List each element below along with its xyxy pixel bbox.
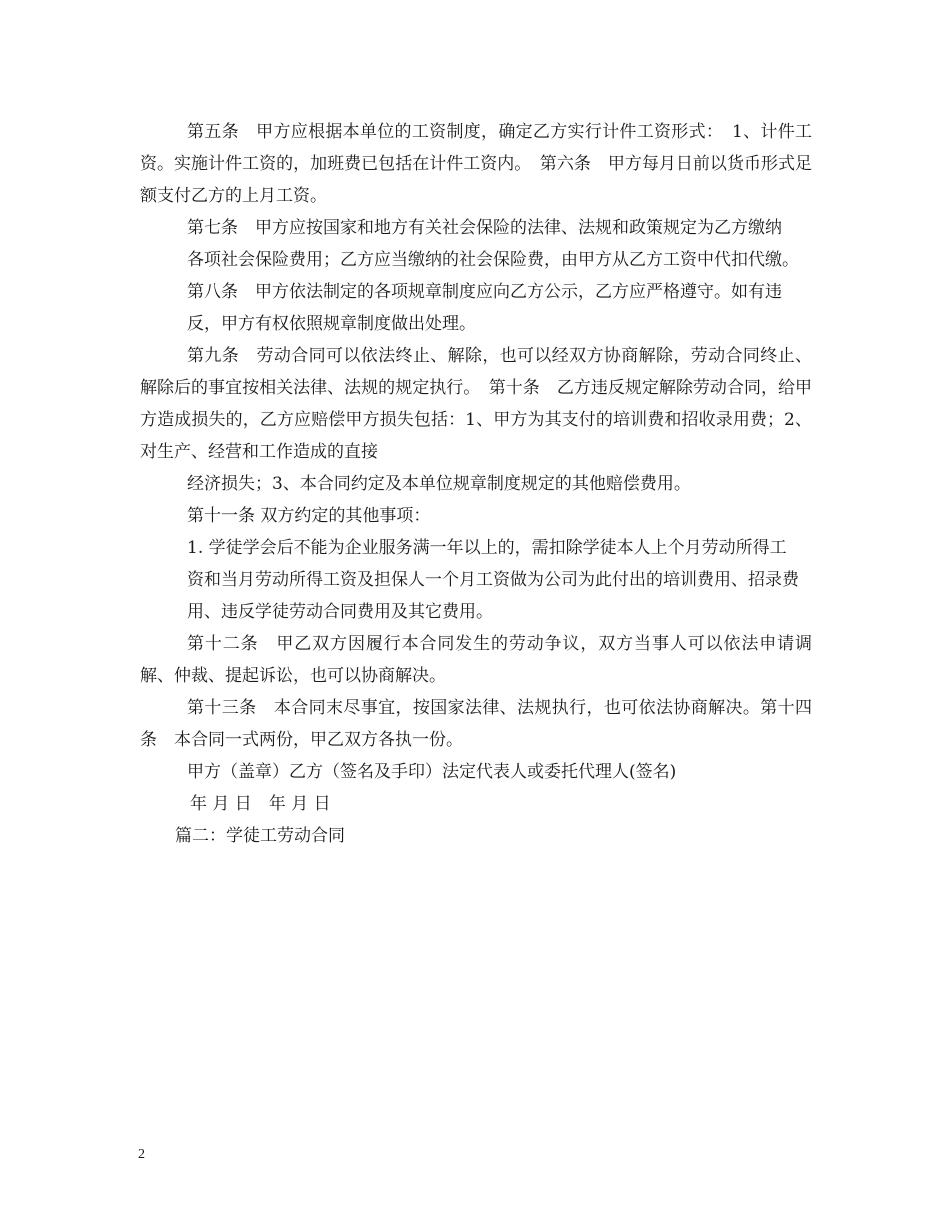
contract-body xyxy=(140,116,812,852)
paragraph-article-11: 第十一条 双方约定的其他事项： xyxy=(187,506,431,526)
paragraph-article-12: 第十二条 甲乙双方因履行本合同发生的劳动争议，双方当事人可以依法申请调解、仲裁、提起诉讼，也可以协商解决。 xyxy=(140,634,812,686)
paragraph-social-insurance: 各项社会保险费用；乙方应当缴纳的社会保险费，由甲方从乙方工资中代扣代缴。 xyxy=(187,250,799,270)
paragraph-article-8: 第八条 甲方依法制定的各项规章制度应向乙方公示，乙方应严格遵守。如有违 xyxy=(187,282,782,302)
page-number: 2 xyxy=(138,1147,145,1162)
paragraph-article-9-10: 第九条 劳动合同可以依法终止、解除，也可以经双方协商解除，劳动合同终止、解除后的事宜按相关法律、法规的规定执行。 第十条 乙方违反规定解除劳动合同，给甲方造成损失的，乙方应赔偿甲方损失包括：1、甲方为其支付的培训费和招收录用费；2、对生产、经营和工作造成的直接 xyxy=(140,346,812,462)
paragraph-item-1-end: 用、违反学徒劳动合同费用及其它费用。 xyxy=(187,602,493,622)
paragraph-dates: 年 月 日 年 月 日 xyxy=(190,794,331,814)
paragraph-article-13-14: 第十三条 本合同末尽事宜，按国家法律、法规执行，也可依法协商解决。第十四条 本合同一式两份，甲乙双方各执一份。 xyxy=(140,698,812,750)
paragraph-article-7: 第七条 甲方应按国家和地方有关社会保险的法律、法规和政策规定为乙方缴纳 xyxy=(187,218,782,238)
paragraph-signatures: 甲方（盖章）乙方（签名及手印）法定代表人或委托代理人(签名) xyxy=(187,762,677,782)
paragraph-item-1-cont: 资和当月劳动所得工资及担保人一个月工资做为公司为此付出的培训费用、招录费 xyxy=(187,570,799,590)
paragraph-economic-loss: 经济损失；3、本合同约定及本单位规章制度规定的其他赔偿费用。 xyxy=(187,474,691,494)
paragraph-violation-handling: 反，甲方有权依照规章制度做出处理。 xyxy=(187,314,476,334)
paragraph-item-1: 1. 学徒学会后不能为企业服务满一年以上的，需扣除学徒本人上个月劳动所得工 xyxy=(187,538,787,558)
paragraph-article-5-6: 第五条 甲方应根据本单位的工资制度，确定乙方实行计件工资形式： 1、计件工资。实施计件工资的，加班费已包括在计件工资内。 第六条 甲方每月日前以货币形式足额支付乙方的上月工资。 xyxy=(140,122,812,206)
paragraph-section-2-title: 篇二：学徒工劳动合同 xyxy=(175,826,345,846)
